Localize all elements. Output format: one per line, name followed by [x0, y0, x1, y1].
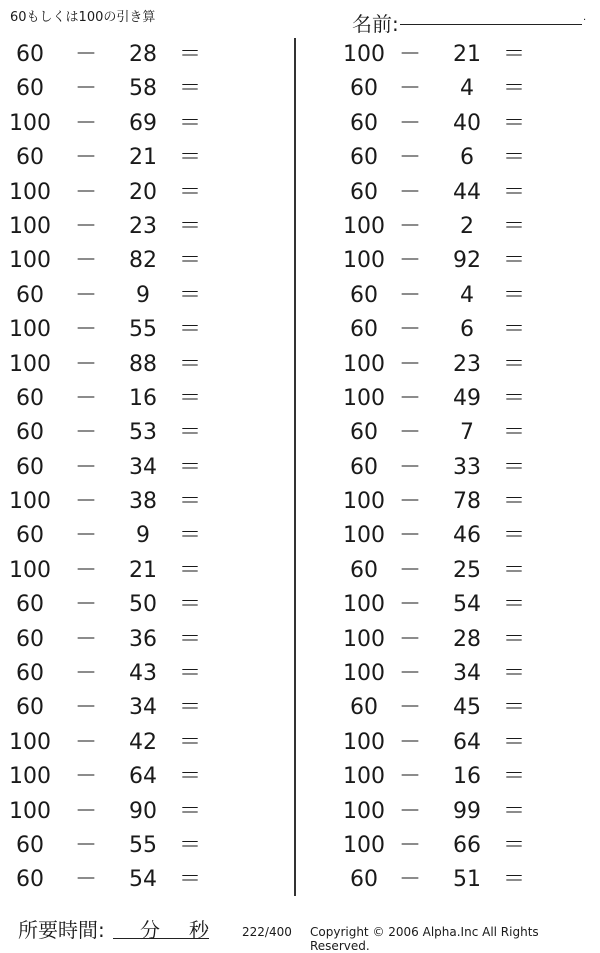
minuend: 60 [16, 42, 44, 67]
minuend: 60 [350, 867, 378, 893]
equals-sign: ＝ [502, 179, 525, 205]
subtrahend: 16 [453, 764, 481, 790]
problem-row [0, 313, 260, 347]
minus-sign: － [398, 557, 421, 583]
subtrahend: 45 [453, 695, 481, 721]
minus-sign: － [398, 42, 421, 67]
minus-sign: － [398, 832, 421, 858]
subtrahend: 82 [129, 248, 157, 274]
minuend: 100 [343, 42, 385, 67]
problem-row [324, 141, 584, 175]
minus-sign: － [398, 351, 421, 377]
minus-sign: － [398, 76, 421, 102]
minuend: 60 [16, 454, 44, 480]
copyright-notice: Copyright © 2006 Alpha.Inc All Rights Reserved. [310, 925, 539, 953]
subtrahend: 46 [453, 523, 481, 549]
minus-sign: － [74, 145, 97, 171]
minuend: 60 [350, 317, 378, 343]
time-taken-label: 所要時間: [18, 918, 105, 942]
equals-sign: ＝ [178, 489, 201, 515]
subtrahend: 20 [129, 179, 157, 205]
subtrahend: 25 [453, 557, 481, 583]
minuend: 60 [350, 145, 378, 171]
subtrahend: 88 [129, 351, 157, 377]
subtrahend: 23 [453, 351, 481, 377]
equals-sign: ＝ [502, 523, 525, 549]
minuend: 100 [343, 626, 385, 652]
minus-sign: － [74, 317, 97, 343]
minus-sign: － [74, 523, 97, 549]
subtrahend: 4 [460, 282, 474, 308]
subtrahend: 50 [129, 592, 157, 618]
minus-sign: － [398, 179, 421, 205]
minuend: 100 [343, 764, 385, 790]
problem-row [0, 244, 260, 278]
minuend: 60 [16, 282, 44, 308]
equals-sign: ＝ [502, 317, 525, 343]
subtrahend: 43 [129, 661, 157, 687]
minuend: 60 [350, 179, 378, 205]
minuend: 100 [343, 351, 385, 377]
problem-row [324, 485, 584, 519]
problem-row [0, 72, 260, 106]
problem-row [324, 623, 584, 657]
equals-sign: ＝ [502, 42, 525, 67]
equals-sign: ＝ [178, 110, 201, 136]
minus-sign: － [398, 798, 421, 824]
subtrahend: 51 [453, 867, 481, 893]
subtrahend: 7 [460, 420, 474, 446]
minus-sign: － [74, 385, 97, 411]
subtrahend: 36 [129, 626, 157, 652]
equals-sign: ＝ [178, 282, 201, 308]
subtrahend: 90 [129, 798, 157, 824]
equals-sign: ＝ [178, 317, 201, 343]
equals-sign: ＝ [502, 592, 525, 618]
subtrahend: 9 [136, 523, 150, 549]
problem-row [324, 760, 584, 794]
seconds-label: 秒 [189, 918, 209, 942]
problem-row [324, 279, 584, 313]
problem-row [0, 829, 260, 863]
problem-row [324, 313, 584, 347]
problem-row [0, 691, 260, 725]
equals-sign: ＝ [178, 145, 201, 171]
equals-sign: ＝ [178, 385, 201, 411]
minus-sign: － [398, 213, 421, 239]
equals-sign: ＝ [178, 76, 201, 102]
minuend: 60 [350, 695, 378, 721]
minus-sign: － [398, 420, 421, 446]
equals-sign: ＝ [178, 42, 201, 67]
problem-row [324, 554, 584, 588]
problem-row [0, 107, 260, 141]
minus-sign: － [74, 420, 97, 446]
minuend: 100 [9, 557, 51, 583]
equals-sign: ＝ [502, 695, 525, 721]
subtrahend: 64 [129, 764, 157, 790]
column-divider [294, 38, 296, 896]
minuend: 60 [16, 76, 44, 102]
minus-sign: － [398, 867, 421, 893]
problem-row [0, 141, 260, 175]
minuend: 60 [16, 385, 44, 411]
problem-row [324, 588, 584, 622]
problem-row [324, 657, 584, 691]
minus-sign: － [74, 695, 97, 721]
problem-row [324, 176, 584, 210]
minus-sign: － [398, 282, 421, 308]
minuend: 100 [9, 729, 51, 755]
minuend: 60 [16, 145, 44, 171]
problem-row [324, 210, 584, 244]
subtrahend: 38 [129, 489, 157, 515]
subtrahend: 2 [460, 213, 474, 239]
minus-sign: － [398, 695, 421, 721]
problem-row [324, 38, 584, 72]
equals-sign: ＝ [502, 764, 525, 790]
equals-sign: ＝ [178, 213, 201, 239]
subtrahend: 64 [453, 729, 481, 755]
minuend: 100 [343, 661, 385, 687]
equals-sign: ＝ [502, 729, 525, 755]
equals-sign: ＝ [178, 179, 201, 205]
problem-row [324, 72, 584, 106]
subtrahend: 55 [129, 832, 157, 858]
minus-sign: － [398, 489, 421, 515]
subtrahend: 33 [453, 454, 481, 480]
problem-row [324, 863, 584, 897]
minuend: 100 [9, 248, 51, 274]
minus-sign: － [74, 282, 97, 308]
minutes-label: 分 [140, 918, 160, 942]
minus-sign: － [74, 729, 97, 755]
minuend: 100 [9, 317, 51, 343]
equals-sign: ＝ [178, 867, 201, 893]
minus-sign: － [74, 76, 97, 102]
name-field-line[interactable] [400, 24, 582, 25]
equals-sign: ＝ [178, 798, 201, 824]
problem-row [324, 519, 584, 553]
minus-sign: － [74, 626, 97, 652]
subtrahend: 9 [136, 282, 150, 308]
equals-sign: ＝ [178, 626, 201, 652]
subtrahend: 28 [453, 626, 481, 652]
equals-sign: ＝ [502, 661, 525, 687]
problem-row [0, 519, 260, 553]
problem-row [324, 795, 584, 829]
subtrahend: 21 [453, 42, 481, 67]
minuend: 60 [16, 523, 44, 549]
page-number: 222/400 [242, 925, 292, 939]
equals-sign: ＝ [502, 248, 525, 274]
minus-sign: － [74, 489, 97, 515]
minuend: 100 [9, 213, 51, 239]
equals-sign: ＝ [178, 351, 201, 377]
problem-row [0, 657, 260, 691]
problem-row [0, 623, 260, 657]
subtrahend: 34 [453, 661, 481, 687]
problem-row [0, 38, 260, 72]
problem-row [0, 382, 260, 416]
minuend: 60 [16, 592, 44, 618]
equals-sign: ＝ [502, 832, 525, 858]
equals-sign: ＝ [502, 282, 525, 308]
minus-sign: － [398, 385, 421, 411]
minus-sign: － [74, 764, 97, 790]
minuend: 100 [343, 213, 385, 239]
minus-sign: － [398, 661, 421, 687]
minuend: 100 [343, 798, 385, 824]
subtrahend: 28 [129, 42, 157, 67]
minus-sign: － [74, 110, 97, 136]
equals-sign: ＝ [502, 145, 525, 171]
minus-sign: － [398, 454, 421, 480]
minuend: 100 [343, 832, 385, 858]
equals-sign: ＝ [502, 420, 525, 446]
equals-sign: ＝ [178, 420, 201, 446]
subtrahend: 54 [453, 592, 481, 618]
minuend: 60 [350, 557, 378, 583]
minus-sign: － [74, 832, 97, 858]
minuend: 60 [350, 110, 378, 136]
subtrahend: 42 [129, 729, 157, 755]
subtrahend: 58 [129, 76, 157, 102]
minuend: 100 [9, 489, 51, 515]
subtrahend: 54 [129, 867, 157, 893]
equals-sign: ＝ [502, 489, 525, 515]
equals-sign: ＝ [178, 557, 201, 583]
minus-sign: － [74, 592, 97, 618]
subtrahend: 49 [453, 385, 481, 411]
subtrahend: 21 [129, 145, 157, 171]
minuend: 100 [343, 523, 385, 549]
equals-sign: ＝ [502, 626, 525, 652]
minus-sign: － [398, 317, 421, 343]
minuend: 100 [343, 592, 385, 618]
equals-sign: ＝ [502, 798, 525, 824]
problem-row [0, 176, 260, 210]
minuend: 60 [350, 282, 378, 308]
problem-row [0, 554, 260, 588]
problem-row [324, 691, 584, 725]
equals-sign: ＝ [502, 867, 525, 893]
subtrahend: 66 [453, 832, 481, 858]
minuend: 100 [343, 385, 385, 411]
minuend: 60 [350, 420, 378, 446]
equals-sign: ＝ [502, 351, 525, 377]
minus-sign: － [398, 592, 421, 618]
subtrahend: 21 [129, 557, 157, 583]
subtrahend: 40 [453, 110, 481, 136]
minuend: 100 [343, 489, 385, 515]
problem-row [324, 348, 584, 382]
minus-sign: － [74, 42, 97, 67]
equals-sign: ＝ [502, 213, 525, 239]
minuend: 100 [9, 764, 51, 790]
name-line-dot: . [583, 12, 587, 23]
subtrahend: 34 [129, 695, 157, 721]
problem-row [0, 760, 260, 794]
equals-sign: ＝ [502, 557, 525, 583]
equals-sign: ＝ [502, 76, 525, 102]
minus-sign: － [74, 454, 97, 480]
minus-sign: － [398, 145, 421, 171]
problem-row [0, 348, 260, 382]
problem-row [0, 588, 260, 622]
minuend: 60 [16, 832, 44, 858]
problem-row [0, 795, 260, 829]
minus-sign: － [74, 351, 97, 377]
left-problem-column [0, 38, 260, 898]
name-label: 名前: [352, 12, 399, 36]
minuend: 100 [9, 798, 51, 824]
equals-sign: ＝ [502, 110, 525, 136]
problem-row [0, 416, 260, 450]
minus-sign: － [74, 798, 97, 824]
minuend: 100 [9, 179, 51, 205]
minus-sign: － [398, 523, 421, 549]
minuend: 100 [9, 351, 51, 377]
minus-sign: － [398, 626, 421, 652]
subtrahend: 16 [129, 385, 157, 411]
problem-row [0, 863, 260, 897]
subtrahend: 34 [129, 454, 157, 480]
subtrahend: 92 [453, 248, 481, 274]
minuend: 60 [350, 76, 378, 102]
subtrahend: 99 [453, 798, 481, 824]
subtrahend: 78 [453, 489, 481, 515]
minus-sign: － [74, 248, 97, 274]
problem-row [324, 107, 584, 141]
minuend: 60 [16, 695, 44, 721]
subtrahend: 44 [453, 179, 481, 205]
equals-sign: ＝ [178, 661, 201, 687]
problem-row [324, 829, 584, 863]
subtrahend: 55 [129, 317, 157, 343]
minuend: 60 [16, 661, 44, 687]
minus-sign: － [398, 110, 421, 136]
minus-sign: － [74, 179, 97, 205]
subtrahend: 53 [129, 420, 157, 446]
subtrahend: 6 [460, 145, 474, 171]
minus-sign: － [74, 867, 97, 893]
problem-row [324, 416, 584, 450]
minuend: 60 [350, 454, 378, 480]
minuend: 60 [16, 420, 44, 446]
minuend: 100 [343, 248, 385, 274]
equals-sign: ＝ [178, 523, 201, 549]
worksheet-title: 60もしくは100の引き算 [10, 10, 156, 25]
problem-row [324, 244, 584, 278]
minus-sign: － [398, 729, 421, 755]
problem-row [324, 726, 584, 760]
minus-sign: － [74, 661, 97, 687]
equals-sign: ＝ [178, 695, 201, 721]
equals-sign: ＝ [178, 454, 201, 480]
problem-row [0, 485, 260, 519]
problem-row [0, 279, 260, 313]
problem-row [0, 726, 260, 760]
minus-sign: － [398, 764, 421, 790]
equals-sign: ＝ [178, 248, 201, 274]
problem-row [0, 451, 260, 485]
minuend: 100 [9, 110, 51, 136]
minus-sign: － [74, 557, 97, 583]
subtrahend: 6 [460, 317, 474, 343]
subtrahend: 69 [129, 110, 157, 136]
subtrahend: 23 [129, 213, 157, 239]
equals-sign: ＝ [178, 729, 201, 755]
subtrahend: 4 [460, 76, 474, 102]
equals-sign: ＝ [178, 832, 201, 858]
problem-row [324, 451, 584, 485]
minuend: 60 [16, 626, 44, 652]
equals-sign: ＝ [178, 592, 201, 618]
right-problem-column [324, 38, 584, 898]
problem-row [0, 210, 260, 244]
minuend: 100 [343, 729, 385, 755]
equals-sign: ＝ [502, 385, 525, 411]
minus-sign: － [398, 248, 421, 274]
problem-row [324, 382, 584, 416]
minus-sign: － [74, 213, 97, 239]
equals-sign: ＝ [178, 764, 201, 790]
minuend: 60 [16, 867, 44, 893]
equals-sign: ＝ [502, 454, 525, 480]
